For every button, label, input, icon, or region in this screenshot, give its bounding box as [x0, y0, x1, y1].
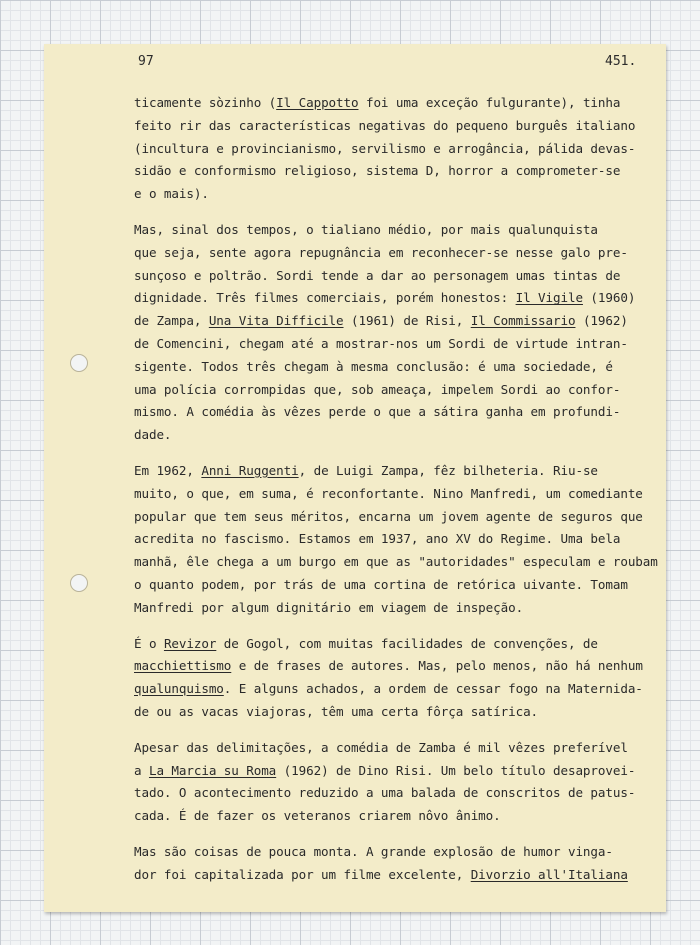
punch-hole: [70, 574, 88, 592]
paragraph-gap: [134, 828, 694, 841]
text-run: sidão e conformismo religioso, sistema D, horror a comprometer-se: [134, 163, 621, 179]
text-run: Em 1962,: [134, 462, 202, 478]
text-run: uma polícia corrompidas que, sob ameaça, impelem Sordi ao confor-: [134, 381, 621, 397]
text-line: [134, 92, 694, 115]
text-line: [134, 574, 694, 597]
text-run: e de frases de autores. Mas, pelo menos, não há nenhum: [231, 658, 643, 674]
text-run: ticamente sòzinho (: [134, 95, 277, 110]
text-line: [134, 219, 694, 242]
text-line: [134, 805, 694, 828]
underlined-title: Divorzio all'Italiana: [470, 866, 628, 882]
text-line: [134, 356, 694, 379]
text-run: acredita no fascismo. Estamos em 1937, ano XV do Regime. Uma bela: [134, 531, 621, 547]
text-run: dor foi capitalizada por um filme excelente,: [134, 866, 471, 882]
text-run: foi uma exceção fulgurante), tinha: [358, 95, 621, 110]
text-run: É o: [134, 635, 164, 651]
text-run: cada. É de fazer os veteranos criarem nôvo ânimo.: [134, 808, 501, 824]
text-run: o quanto podem, por trás de uma cortina de retórica uivante. Tomam: [134, 576, 628, 592]
text-run: muito, o que, em suma, é reconfortante. Nino Manfredi, um comediante: [134, 485, 643, 501]
body-text: [134, 92, 694, 887]
text-run: (1962) de Dino Risi. Um belo título desaprovei-: [276, 762, 636, 778]
paragraph-gap: [134, 447, 694, 460]
text-line: [134, 401, 694, 424]
underlined-title: Il Cappotto: [276, 95, 359, 110]
paragraph-gap: [134, 620, 694, 633]
text-run: Manfredi por algum dignitário em viagem de inspeção.: [134, 599, 524, 615]
underlined-title: La Marcia su Roma: [148, 762, 277, 778]
underlined-title: macchiettismo: [134, 658, 232, 674]
text-line: [134, 506, 694, 529]
text-line: [134, 864, 694, 887]
text-run: (1960): [582, 290, 636, 306]
underlined-title: Il Commissario: [470, 313, 576, 329]
underlined-title: Il Vigile: [515, 290, 583, 306]
text-line: [134, 333, 694, 356]
text-line: [134, 701, 694, 724]
text-line: [134, 483, 694, 506]
text-run: mismo. A comédia às vêzes perde o que a sátira ganha em profundi-: [134, 404, 621, 420]
right-page-number: 451.: [605, 54, 637, 69]
text-run: feito rir das características negativas do pequeno burguês italiano: [134, 117, 636, 133]
text-run: de Comencini, chegam até a mostrar-nos um Sordi de virtude intran-: [134, 335, 628, 351]
punch-hole: [70, 354, 88, 372]
underlined-title: Revizor: [163, 635, 217, 651]
text-line: [134, 138, 694, 161]
text-line: [134, 242, 694, 265]
text-line: [134, 265, 694, 288]
text-line: [134, 379, 694, 402]
text-run: dade.: [134, 427, 172, 443]
text-run: (incultura e provincianismo, servilismo e arrogância, pálida devas-: [134, 140, 636, 156]
paragraph: [134, 737, 694, 828]
text-run: sunçoso e poltrão. Sordi tende a dar ao personagem umas tintas de: [134, 267, 621, 283]
text-run: a: [134, 762, 149, 778]
text-line: [134, 841, 694, 864]
text-line: [134, 115, 694, 138]
text-run: . E alguns achados, a ordem de cessar fogo na Maternida-: [223, 681, 643, 697]
text-run: manhã, êle chega a um burgo em que as "autoridades" especulam e roubam: [134, 554, 658, 570]
text-line: [134, 655, 694, 678]
paragraph: [134, 841, 694, 887]
text-run: e o mais).: [134, 186, 209, 202]
paragraph: [134, 92, 694, 206]
underlined-title: Una Vita Difficile: [208, 313, 344, 329]
text-run: , de Luigi Zampa, fêz bilheteria. Riu-se: [298, 462, 598, 478]
text-line: [134, 551, 694, 574]
text-line: [134, 287, 694, 310]
text-run: (1961) de Risi,: [343, 313, 471, 329]
text-run: de Gogol, com muitas facilidades de convenções, de: [216, 635, 598, 651]
text-run: popular que tem seus méritos, encarna um jovem agente de seguros que: [134, 508, 643, 524]
paragraph-gap: [134, 206, 694, 219]
paragraph: [134, 460, 694, 620]
text-line: [134, 678, 694, 701]
text-run: Apesar das delimitações, a comédia de Zamba é mil vêzes preferível: [134, 739, 628, 755]
text-run: Mas, sinal dos tempos, o tialiano médio, por mais qualunquista: [134, 221, 598, 237]
text-run: (1962): [575, 313, 628, 329]
underlined-title: Anni Ruggenti: [201, 462, 299, 478]
underlined-title: qualunquismo: [134, 681, 224, 697]
text-run: sigente. Todos três chegam à mesma conclusão: é uma sociedade, é: [134, 358, 613, 374]
text-line: [134, 633, 694, 656]
text-line: [134, 597, 694, 620]
text-line: [134, 183, 694, 206]
paragraph: [134, 219, 694, 447]
text-line: [134, 160, 694, 183]
text-line: [134, 424, 694, 447]
text-line: [134, 737, 694, 760]
paragraph-gap: [134, 724, 694, 737]
typewritten-page: [44, 44, 666, 912]
text-line: [134, 528, 694, 551]
text-line: [134, 782, 694, 805]
text-line: [134, 760, 694, 783]
text-run: dignidade. Três filmes comerciais, porém honestos:: [134, 290, 516, 306]
text-run: que seja, sente agora repugnância em reconhecer-se nesse galo pre-: [134, 244, 628, 260]
text-line: [134, 310, 694, 333]
text-run: de ou as vacas viajoras, têm uma certa fôrça satírica.: [134, 703, 539, 719]
text-line: [134, 460, 694, 483]
left-page-number: 97: [138, 54, 154, 69]
text-run: tado. O acontecimento reduzido a uma balada de conscritos de patus-: [134, 785, 636, 801]
text-run: Mas são coisas de pouca monta. A grande explosão de humor vinga-: [134, 843, 613, 859]
text-run: de Zampa,: [134, 313, 209, 329]
paragraph: [134, 633, 694, 724]
